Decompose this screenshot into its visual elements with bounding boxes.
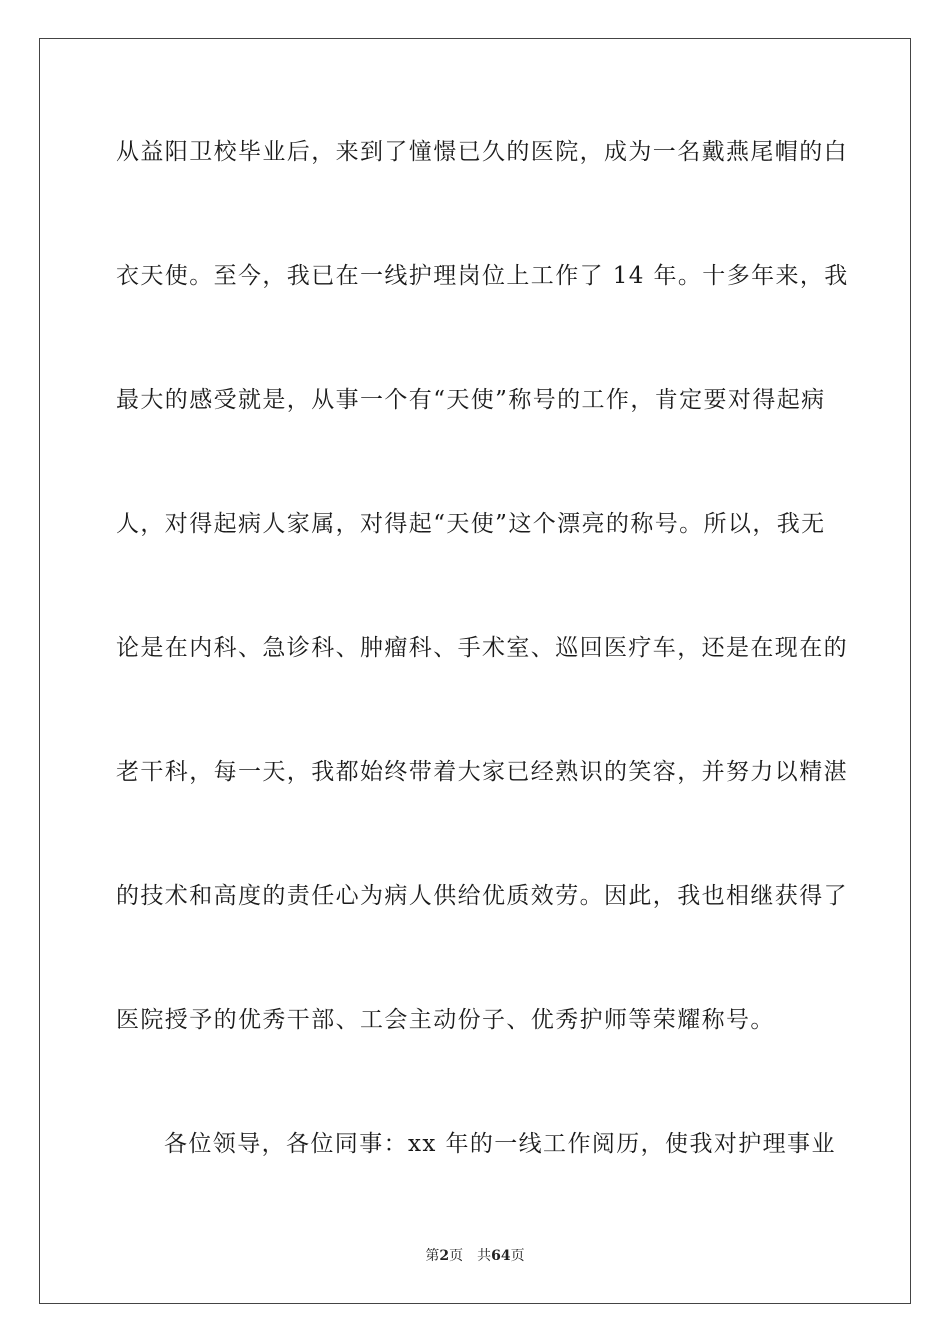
- body-text-line: 老干科，每一天，我都始终带着大家已经熟识的笑容，并努力以精湛: [116, 759, 848, 785]
- body-text-line: 的技术和高度的责任心为病人供给优质效劳。因此，我也相继获得了: [116, 883, 848, 909]
- total-pages: 64: [491, 1248, 511, 1264]
- page-number: 2: [439, 1248, 450, 1264]
- body-text-line: 论是在内科、急诊科、肿瘤科、手术室、巡回医疗车，还是在现在的: [116, 635, 848, 661]
- body-text-line: 从益阳卫校毕业后，来到了憧憬已久的医院，成为一名戴燕尾帽的白: [116, 139, 848, 165]
- page-border: [39, 38, 911, 1304]
- page-prefix: 第: [425, 1248, 440, 1264]
- total-suffix: 页: [510, 1248, 525, 1264]
- paragraph-start-line: 各位领导，各位同事：xx 年的一线工作阅历，使我对护理事业: [164, 1131, 836, 1157]
- total-prefix: 共: [477, 1248, 492, 1264]
- body-text-line: 最大的感受就是，从事一个有“天使”称号的工作，肯定要对得起病: [116, 387, 826, 413]
- body-text-line: 医院授予的优秀干部、工会主动份子、优秀护师等荣耀称号。: [116, 1007, 775, 1033]
- body-text-line: 衣天使。至今，我已在一线护理岗位上工作了 14 年。十多年来，我: [116, 263, 849, 289]
- page-footer: [0, 1247, 950, 1265]
- page-suffix: 页: [449, 1248, 464, 1264]
- body-text-line: 人，对得起病人家属，对得起“天使”这个漂亮的称号。所以，我无: [116, 511, 826, 537]
